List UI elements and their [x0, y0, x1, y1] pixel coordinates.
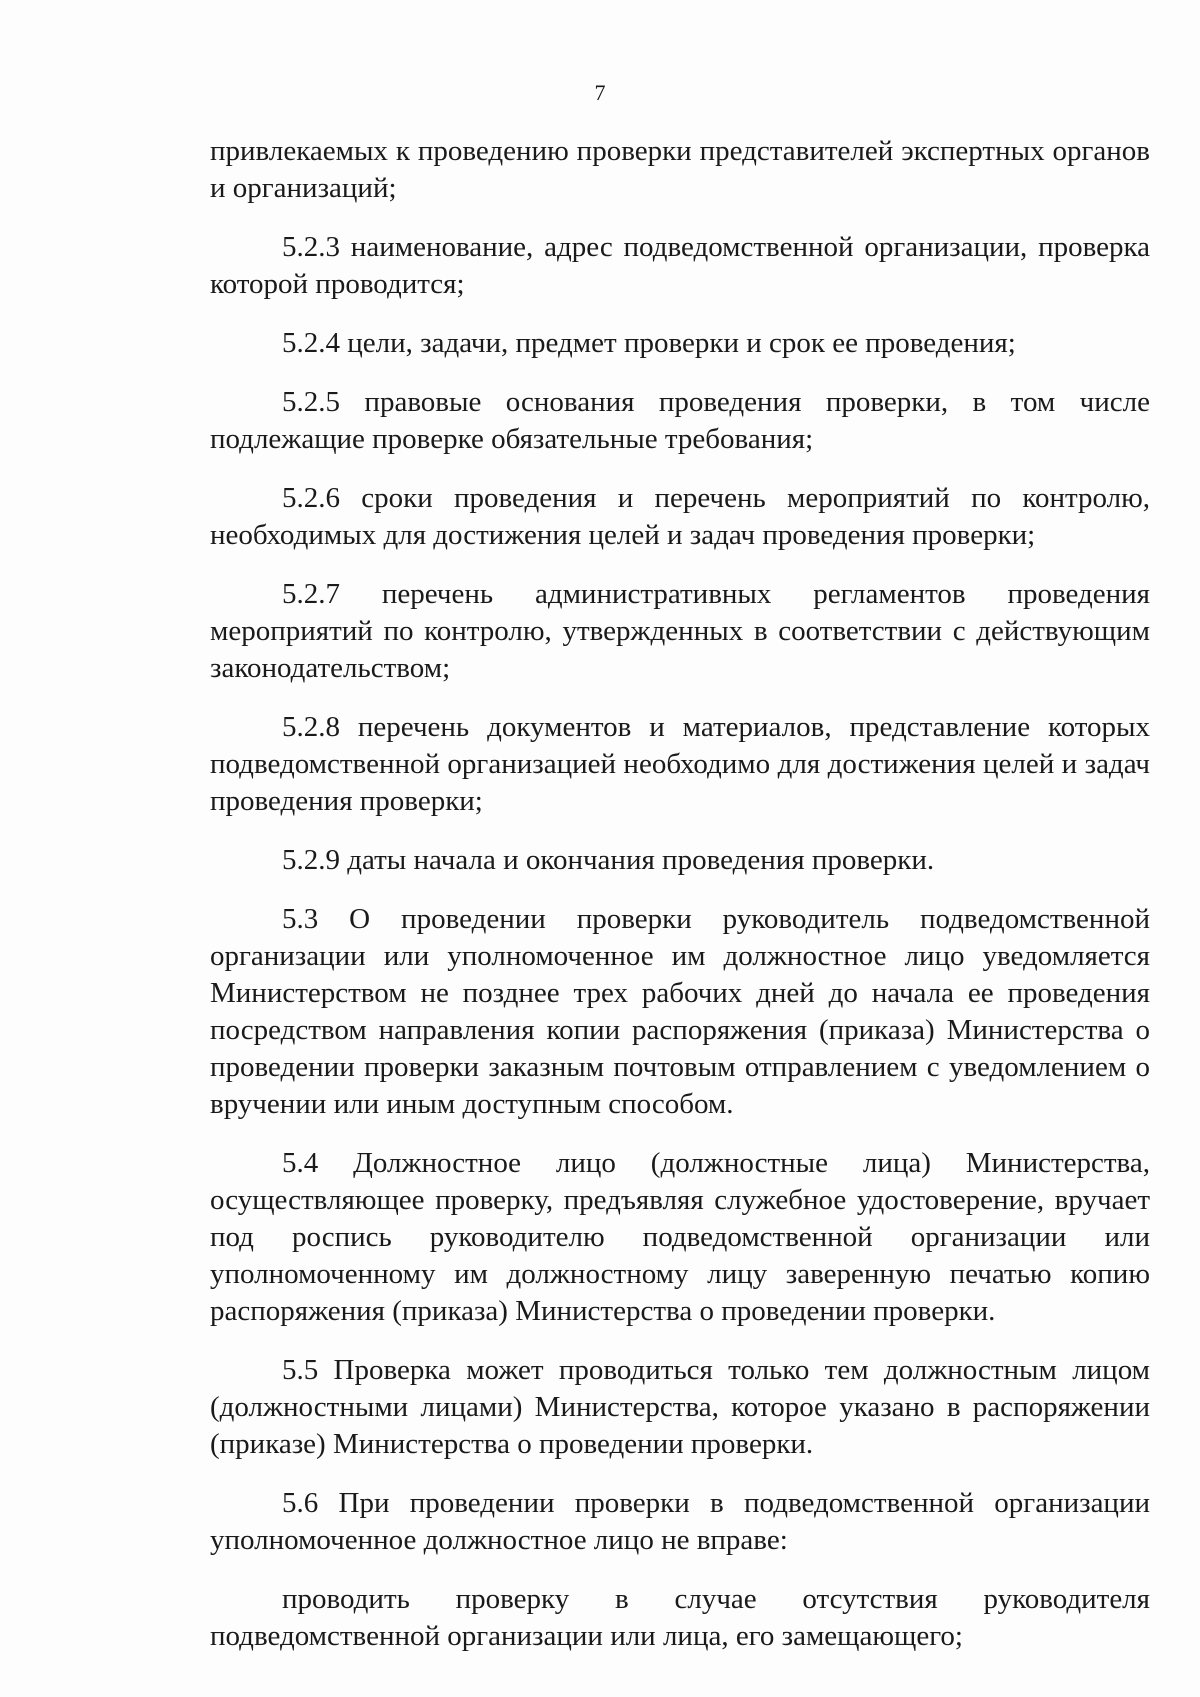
- paragraph-5-2-8: 5.2.8 перечень документов и материалов, представление которых подведомственной организацией необходимо для достижения целей и задач проведения проверки;: [210, 711, 1150, 817]
- paragraph-continuation: привлекаемых к проведению проверки представителей экспертных органов и организаций;: [210, 135, 1150, 204]
- paragraph-5-2-5: 5.2.5 правовые основания проведения проверки, в том числе подлежащие проверке обязательные требования;: [210, 386, 1150, 455]
- paragraph-5-6: 5.6 При проведении проверки в подведомственной организации уполномоченное должностное лицо не вправе:: [210, 1487, 1150, 1556]
- paragraph-5-2-7: 5.2.7 перечень административных регламентов проведения мероприятий по контролю, утвержденных в соответствии с действующим законодательством;: [210, 578, 1150, 684]
- page-number: 7: [594, 80, 606, 105]
- paragraph-5-5: 5.5 Проверка может проводиться только тем должностным лицом (должностными лицами) Министерства, которое указано в распоряжении (приказе) Министерства о проведении проверки.: [210, 1354, 1150, 1460]
- paragraph-5-2-4: 5.2.4 цели, задачи, предмет проверки и срок ее проведения;: [282, 327, 1016, 359]
- document-body: [210, 133, 1150, 1677]
- paragraph-5-2-9: 5.2.9 даты начала и окончания проведения проверки.: [282, 844, 935, 876]
- paragraph-5-2-3: 5.2.3 наименование, адрес подведомственной организации, проверка которой проводится;: [210, 231, 1150, 300]
- paragraph-5-3: 5.3 О проведении проверки руководитель подведомственной организации или уполномоченное им должностное лицо уведомляется Министерством не позднее трех рабочих дней до начала ее проведения посредством направления копии распоряжения (приказа) Министерства о проведении проверки заказным почтовым отправлением с уведомлением о вручении или иным доступным способом.: [210, 903, 1150, 1120]
- paragraph-5-6-item: проводить проверку в случае отсутствия руководителя подведомственной организации или лица, его замещающего;: [210, 1583, 1150, 1652]
- paragraph-5-2-6: 5.2.6 сроки проведения и перечень мероприятий по контролю, необходимых для достижения целей и задач проведения проверки;: [210, 482, 1150, 551]
- paragraph-5-4: 5.4 Должностное лицо (должностные лица) Министерства, осуществляющее проверку, предъявляя служебное удостоверение, вручает под роспись руководителю подведомственной организации или уполномоченному им должностному лицу заверенную печатью копию распоряжения (приказа) Министерства о проведении проверки.: [210, 1147, 1150, 1327]
